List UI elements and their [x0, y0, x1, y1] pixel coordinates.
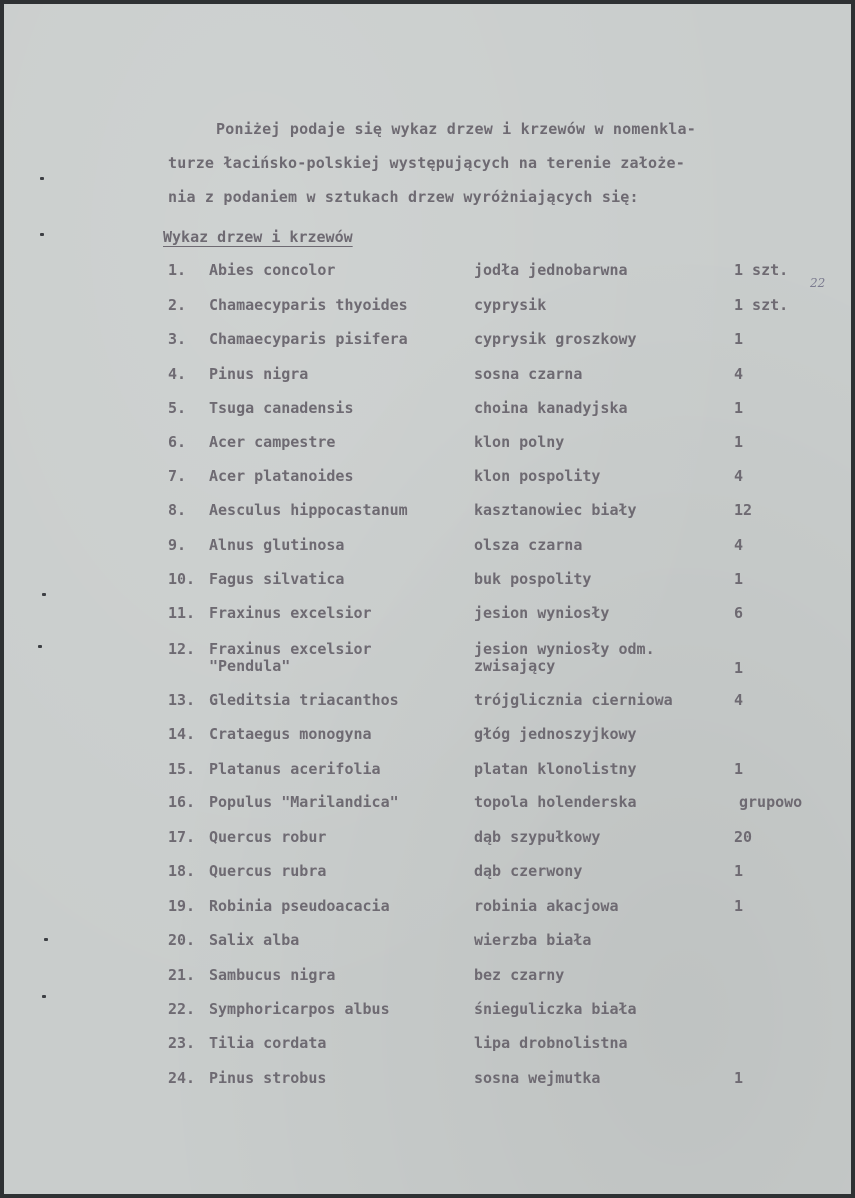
item-number: 3.	[168, 330, 187, 348]
latin-name: Sambucus nigra	[209, 966, 336, 984]
latin-name: Quercus robur	[209, 828, 327, 846]
item-count: 1	[734, 760, 744, 778]
item-count: 1	[734, 862, 744, 880]
polish-name: cyprysik groszkowy	[474, 330, 637, 348]
scan-mark	[42, 593, 46, 596]
latin-name: Populus "Marilandica"	[209, 793, 399, 811]
latin-name: Pinus nigra	[209, 365, 309, 383]
polish-name: śnieguliczka biała	[474, 1000, 637, 1018]
latin-name: Robinia pseudoacacia	[209, 897, 390, 915]
latin-name: Fagus silvatica	[209, 570, 345, 588]
item-count: 1 szt.	[734, 296, 789, 314]
item-count: 6	[734, 604, 744, 622]
item-number: 7.	[168, 467, 187, 485]
item-number: 9.	[168, 536, 187, 554]
polish-name: robinia akacjowa	[474, 897, 619, 915]
item-count: 1	[734, 330, 744, 348]
polish-name: bez czarny	[474, 966, 565, 984]
item-number: 11.	[168, 604, 196, 622]
polish-name: platan klonolistny	[474, 760, 637, 778]
item-number: 6.	[168, 433, 187, 451]
polish-name: jodła jednobarwna	[474, 261, 628, 279]
latin-name: Aesculus hippocastanum	[209, 501, 408, 519]
item-count: 4	[734, 691, 744, 709]
polish-name: jesion wyniosły	[474, 604, 610, 622]
polish-name: dąb czerwony	[474, 862, 583, 880]
polish-name: klon polny	[474, 433, 565, 451]
item-number: 18.	[168, 862, 196, 880]
polish-name: dąb szypułkowy	[474, 828, 601, 846]
polish-name: olsza czarna	[474, 536, 583, 554]
item-number: 14.	[168, 725, 196, 743]
latin-name: Tsuga canadensis	[209, 399, 354, 417]
polish-name: lipa drobnolistna	[474, 1034, 628, 1052]
item-count: 1 szt.	[734, 261, 789, 279]
item-number: 13.	[168, 691, 196, 709]
item-number: 8.	[168, 501, 187, 519]
item-count: grupowo	[739, 793, 803, 811]
latin-name: Acer platanoides	[209, 467, 354, 485]
latin-name: Platanus acerifolia	[209, 760, 381, 778]
item-number: 2.	[168, 296, 187, 314]
item-count: 1	[734, 1069, 744, 1087]
item-count: 4	[734, 365, 744, 383]
item-number: 17.	[168, 828, 196, 846]
polish-name: głóg jednoszyjkowy	[474, 725, 637, 743]
item-number: 1.	[168, 261, 187, 279]
item-count: 1	[734, 897, 744, 915]
polish-name: kasztanowiec biały	[474, 501, 637, 519]
item-number: 15.	[168, 760, 196, 778]
polish-name: trójglicznia cierniowa	[474, 691, 673, 709]
latin-name: Tilia cordata	[209, 1034, 327, 1052]
scan-mark	[44, 938, 48, 941]
latin-name: Chamaecyparis thyoides	[209, 296, 408, 314]
polish-name: jesion wyniosły odm. zwisający	[474, 640, 655, 675]
polish-name: cyprysik	[474, 296, 547, 314]
scan-mark	[40, 233, 44, 236]
item-number: 24.	[168, 1069, 196, 1087]
item-count: 4	[734, 536, 744, 554]
polish-name: wierzba biała	[474, 931, 592, 949]
item-count: 12	[734, 501, 753, 519]
item-number: 23.	[168, 1034, 196, 1052]
scan-mark	[38, 645, 42, 648]
item-number: 20.	[168, 931, 196, 949]
intro-paragraph: Poniżej podaje się wykaz drzew i krzewów w nomenkla- turze łacińsko-polskiej występujących na terenie założe- nia z podaniem w sztukach drzew wyróżniających się:	[168, 120, 696, 206]
latin-name: Pinus strobus	[209, 1069, 327, 1087]
latin-name: Fraxinus excelsior	[209, 604, 372, 622]
latin-name: Acer campestre	[209, 433, 336, 451]
item-count: 1	[734, 570, 744, 588]
latin-name: Chamaecyparis pisifera	[209, 330, 408, 348]
item-number: 4.	[168, 365, 187, 383]
polish-name: sosna czarna	[474, 365, 583, 383]
latin-name: Alnus glutinosa	[209, 536, 345, 554]
polish-name: topola holenderska	[474, 793, 637, 811]
latin-name: Salix alba	[209, 931, 300, 949]
margin-page-note: 22	[810, 276, 826, 290]
item-count: 20	[734, 828, 753, 846]
item-number: 22.	[168, 1000, 196, 1018]
item-number: 12.	[168, 640, 196, 658]
polish-name: sosna wejmutka	[474, 1069, 601, 1087]
latin-name: Abies concolor	[209, 261, 336, 279]
item-number: 5.	[168, 399, 187, 417]
item-number: 21.	[168, 966, 196, 984]
polish-name: choina kanadyjska	[474, 399, 628, 417]
list-heading: Wykaz drzew i krzewów	[163, 228, 353, 246]
latin-name: Crataegus monogyna	[209, 725, 372, 743]
latin-name: Symphoricarpos albus	[209, 1000, 390, 1018]
polish-name: buk pospolity	[474, 570, 592, 588]
item-count: 1	[734, 659, 744, 677]
latin-name: Quercus rubra	[209, 862, 327, 880]
latin-name: Gleditsia triacanthos	[209, 691, 399, 709]
item-number: 10.	[168, 570, 196, 588]
latin-name: Fraxinus excelsior "Pendula"	[209, 640, 372, 675]
item-number: 19.	[168, 897, 196, 915]
item-count: 1	[734, 433, 744, 451]
scan-mark	[42, 995, 46, 998]
item-count: 1	[734, 399, 744, 417]
polish-name: klon pospolity	[474, 467, 601, 485]
scan-mark	[40, 177, 44, 180]
item-count: 4	[734, 467, 744, 485]
item-number: 16.	[168, 793, 196, 811]
